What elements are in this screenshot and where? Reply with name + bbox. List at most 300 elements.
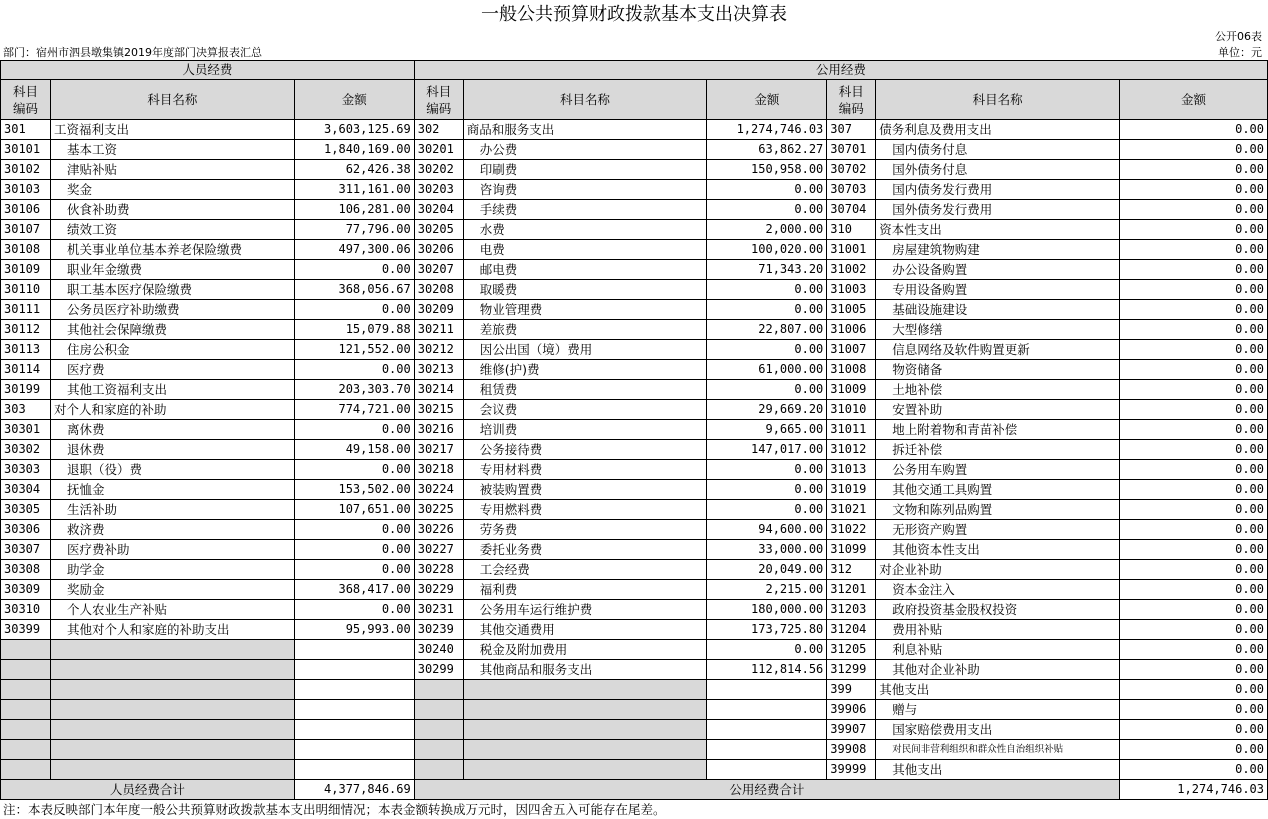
amount-cell: 368,417.00 bbox=[294, 580, 414, 600]
subject-name: 职业年金缴费 bbox=[50, 260, 294, 280]
amount-cell: 77,796.00 bbox=[294, 220, 414, 240]
amount-cell: 106,281.00 bbox=[294, 200, 414, 220]
subject-name: 其他商品和服务支出 bbox=[463, 660, 707, 680]
subject-code: 31011 bbox=[827, 420, 876, 440]
subject-code: 30225 bbox=[414, 500, 463, 520]
subject-code: 39908 bbox=[827, 740, 876, 760]
amount-cell: 368,056.67 bbox=[294, 280, 414, 300]
subject-name: 电费 bbox=[463, 240, 707, 260]
subject-code: 30114 bbox=[1, 360, 51, 380]
subject-code: 30101 bbox=[1, 140, 51, 160]
subject-code: 31299 bbox=[827, 660, 876, 680]
subject-code: 30111 bbox=[1, 300, 51, 320]
subject-name: 土地补偿 bbox=[876, 380, 1120, 400]
amount-cell: 2,215.00 bbox=[707, 580, 827, 600]
amount-header: 金额 bbox=[1120, 80, 1268, 120]
amount-cell: 61,000.00 bbox=[707, 360, 827, 380]
subject-code: 30208 bbox=[414, 280, 463, 300]
subject-code: 30240 bbox=[414, 640, 463, 660]
empty-name-cell bbox=[50, 640, 294, 660]
subject-name: 奖金 bbox=[50, 180, 294, 200]
subject-name: 国外债务付息 bbox=[876, 160, 1120, 180]
subject-name: 办公设备购置 bbox=[876, 260, 1120, 280]
subject-code: 30213 bbox=[414, 360, 463, 380]
subject-name: 物业管理费 bbox=[463, 300, 707, 320]
subject-code: 30399 bbox=[1, 620, 51, 640]
subject-name: 其他对个人和家庭的补助支出 bbox=[50, 620, 294, 640]
amount-cell: 0.00 bbox=[1120, 320, 1268, 340]
subject-code: 30309 bbox=[1, 580, 51, 600]
amount-cell: 0.00 bbox=[1120, 640, 1268, 660]
amount-cell: 0.00 bbox=[1120, 360, 1268, 380]
subject-code: 30231 bbox=[414, 600, 463, 620]
amount-cell: 95,993.00 bbox=[294, 620, 414, 640]
amount-cell: 0.00 bbox=[1120, 720, 1268, 740]
table-body bbox=[1, 61, 1268, 800]
amount-cell: 0.00 bbox=[1120, 760, 1268, 780]
amount-cell: 0.00 bbox=[294, 600, 414, 620]
subject-code: 30215 bbox=[414, 400, 463, 420]
subject-code: 31001 bbox=[827, 240, 876, 260]
subject-name: 伙食补助费 bbox=[50, 200, 294, 220]
table-row bbox=[1, 300, 1268, 320]
subject-name: 对民间非营利组织和群众性自治组织补贴 bbox=[876, 740, 1120, 760]
subject-code: 31003 bbox=[827, 280, 876, 300]
empty-code-cell bbox=[414, 760, 463, 780]
empty-name-cell bbox=[50, 740, 294, 760]
amount-cell: 180,000.00 bbox=[707, 600, 827, 620]
subject-code: 30201 bbox=[414, 140, 463, 160]
public-header: 公用经费 bbox=[414, 61, 1267, 80]
subject-name: 会议费 bbox=[463, 400, 707, 420]
subject-code: 399 bbox=[827, 680, 876, 700]
empty-code-cell bbox=[414, 700, 463, 720]
amount-cell: 0.00 bbox=[1120, 560, 1268, 580]
amount-cell: 0.00 bbox=[1120, 700, 1268, 720]
amount-cell: 0.00 bbox=[1120, 440, 1268, 460]
amount-cell: 0.00 bbox=[1120, 500, 1268, 520]
subject-code: 31201 bbox=[827, 580, 876, 600]
table-row bbox=[1, 620, 1268, 640]
subject-code: 30239 bbox=[414, 620, 463, 640]
subject-code: 310 bbox=[827, 220, 876, 240]
subject-name: 公务员医疗补助缴费 bbox=[50, 300, 294, 320]
subject-code: 301 bbox=[1, 120, 51, 140]
amount-cell: 0.00 bbox=[1120, 200, 1268, 220]
subject-name: 对企业补助 bbox=[876, 560, 1120, 580]
subject-name: 工资福利支出 bbox=[50, 120, 294, 140]
subject-name: 因公出国（境）费用 bbox=[463, 340, 707, 360]
subject-name: 住房公积金 bbox=[50, 340, 294, 360]
table-row bbox=[1, 440, 1268, 460]
amount-cell: 203,303.70 bbox=[294, 380, 414, 400]
amount-cell: 0.00 bbox=[294, 520, 414, 540]
amount-cell: 0.00 bbox=[1120, 380, 1268, 400]
personnel-header: 人员经费 bbox=[1, 61, 415, 80]
table-row bbox=[1, 140, 1268, 160]
subject-name: 维修(护)费 bbox=[463, 360, 707, 380]
amount-cell: 33,000.00 bbox=[707, 540, 827, 560]
empty-amount-cell bbox=[294, 760, 414, 780]
subject-name: 其他资本性支出 bbox=[876, 540, 1120, 560]
subject-code: 30106 bbox=[1, 200, 51, 220]
subject-code: 31002 bbox=[827, 260, 876, 280]
subject-name: 退休费 bbox=[50, 440, 294, 460]
amount-cell: 311,161.00 bbox=[294, 180, 414, 200]
empty-amount-cell bbox=[294, 700, 414, 720]
subject-code: 39907 bbox=[827, 720, 876, 740]
subject-name: 基本工资 bbox=[50, 140, 294, 160]
subject-code: 31204 bbox=[827, 620, 876, 640]
amount-cell: 0.00 bbox=[1120, 140, 1268, 160]
amount-cell: 1,274,746.03 bbox=[707, 120, 827, 140]
subject-name: 赠与 bbox=[876, 700, 1120, 720]
amount-cell: 94,600.00 bbox=[707, 520, 827, 540]
subject-name: 工会经费 bbox=[463, 560, 707, 580]
amount-header: 金额 bbox=[707, 80, 827, 120]
subject-code: 30109 bbox=[1, 260, 51, 280]
empty-code-cell bbox=[1, 720, 51, 740]
subject-code: 30211 bbox=[414, 320, 463, 340]
amount-cell: 0.00 bbox=[1120, 420, 1268, 440]
subject-name: 救济费 bbox=[50, 520, 294, 540]
subject-name: 邮电费 bbox=[463, 260, 707, 280]
public-total-amount: 1,274,746.03 bbox=[1120, 780, 1268, 800]
amount-cell: 153,502.00 bbox=[294, 480, 414, 500]
subject-code: 30229 bbox=[414, 580, 463, 600]
subject-name: 文物和陈列品购置 bbox=[876, 500, 1120, 520]
subject-name: 其他对企业补助 bbox=[876, 660, 1120, 680]
table-row bbox=[1, 660, 1268, 680]
code-header: 科目 编码 bbox=[827, 80, 876, 120]
amount-cell: 71,343.20 bbox=[707, 260, 827, 280]
amount-cell: 0.00 bbox=[1120, 220, 1268, 240]
empty-code-cell bbox=[1, 740, 51, 760]
amount-cell: 49,158.00 bbox=[294, 440, 414, 460]
subject-code: 31022 bbox=[827, 520, 876, 540]
table-row bbox=[1, 600, 1268, 620]
amount-cell: 0.00 bbox=[707, 380, 827, 400]
amount-cell: 150,958.00 bbox=[707, 160, 827, 180]
subject-code: 30102 bbox=[1, 160, 51, 180]
subject-name: 绩效工资 bbox=[50, 220, 294, 240]
amount-cell: 497,300.06 bbox=[294, 240, 414, 260]
subject-code: 30107 bbox=[1, 220, 51, 240]
subject-code: 30307 bbox=[1, 540, 51, 560]
amount-cell: 0.00 bbox=[1120, 620, 1268, 640]
subject-name: 基础设施建设 bbox=[876, 300, 1120, 320]
empty-amount-cell bbox=[707, 740, 827, 760]
subject-name: 安置补助 bbox=[876, 400, 1120, 420]
amount-cell: 63,862.27 bbox=[707, 140, 827, 160]
subject-name: 对个人和家庭的补助 bbox=[50, 400, 294, 420]
subject-code: 30305 bbox=[1, 500, 51, 520]
subject-code: 30299 bbox=[414, 660, 463, 680]
code-header: 科目 编码 bbox=[414, 80, 463, 120]
subject-name: 信息网络及软件购置更新 bbox=[876, 340, 1120, 360]
amount-cell: 0.00 bbox=[294, 360, 414, 380]
empty-name-cell bbox=[463, 680, 707, 700]
subject-name: 政府投资基金股权投资 bbox=[876, 600, 1120, 620]
subject-name: 委托业务费 bbox=[463, 540, 707, 560]
table-row bbox=[1, 740, 1268, 760]
subject-code: 30308 bbox=[1, 560, 51, 580]
subject-code: 30226 bbox=[414, 520, 463, 540]
amount-cell: 774,721.00 bbox=[294, 400, 414, 420]
empty-code-cell bbox=[1, 760, 51, 780]
empty-amount-cell bbox=[294, 720, 414, 740]
amount-cell: 0.00 bbox=[1120, 240, 1268, 260]
table-row bbox=[1, 700, 1268, 720]
department-label: 部门：宿州市泗县墩集镇2019年度部门决算报表汇总 bbox=[3, 46, 262, 59]
subject-code: 39999 bbox=[827, 760, 876, 780]
subject-code: 30108 bbox=[1, 240, 51, 260]
subject-code: 312 bbox=[827, 560, 876, 580]
subject-name: 公务用车购置 bbox=[876, 460, 1120, 480]
subject-name: 印刷费 bbox=[463, 160, 707, 180]
table-row bbox=[1, 380, 1268, 400]
table-row bbox=[1, 180, 1268, 200]
subject-name: 差旅费 bbox=[463, 320, 707, 340]
subject-name: 资本金注入 bbox=[876, 580, 1120, 600]
table-row bbox=[1, 320, 1268, 340]
empty-amount-cell bbox=[294, 660, 414, 680]
amount-cell: 0.00 bbox=[1120, 340, 1268, 360]
amount-cell: 0.00 bbox=[1120, 660, 1268, 680]
amount-cell: 0.00 bbox=[1120, 580, 1268, 600]
subject-name: 咨询费 bbox=[463, 180, 707, 200]
unit-label: 单位：元 bbox=[1218, 46, 1262, 59]
table-row bbox=[1, 280, 1268, 300]
amount-cell: 0.00 bbox=[1120, 260, 1268, 280]
subject-code: 31005 bbox=[827, 300, 876, 320]
subject-code: 30205 bbox=[414, 220, 463, 240]
subject-code: 31007 bbox=[827, 340, 876, 360]
subject-name: 专用燃料费 bbox=[463, 500, 707, 520]
subject-code: 30204 bbox=[414, 200, 463, 220]
amount-cell: 3,603,125.69 bbox=[294, 120, 414, 140]
subject-code: 30199 bbox=[1, 380, 51, 400]
table-row bbox=[1, 120, 1268, 140]
subject-name: 办公费 bbox=[463, 140, 707, 160]
empty-code-cell bbox=[1, 660, 51, 680]
table-row bbox=[1, 220, 1268, 240]
amount-header: 金额 bbox=[294, 80, 414, 120]
empty-name-cell bbox=[463, 740, 707, 760]
empty-amount-cell bbox=[707, 720, 827, 740]
amount-cell: 0.00 bbox=[294, 540, 414, 560]
subject-code: 39906 bbox=[827, 700, 876, 720]
subject-code: 30209 bbox=[414, 300, 463, 320]
subject-name: 国家赔偿费用支出 bbox=[876, 720, 1120, 740]
amount-cell: 20,049.00 bbox=[707, 560, 827, 580]
subject-name: 商品和服务支出 bbox=[463, 120, 707, 140]
subject-name: 租赁费 bbox=[463, 380, 707, 400]
subject-name: 职工基本医疗保险缴费 bbox=[50, 280, 294, 300]
amount-cell: 0.00 bbox=[1120, 160, 1268, 180]
amount-cell: 100,020.00 bbox=[707, 240, 827, 260]
amount-cell: 0.00 bbox=[707, 640, 827, 660]
subject-name: 拆迁补偿 bbox=[876, 440, 1120, 460]
personnel-total-label: 人员经费合计 bbox=[1, 780, 295, 800]
subject-name: 公务用车运行维护费 bbox=[463, 600, 707, 620]
table-row bbox=[1, 720, 1268, 740]
subject-code: 30110 bbox=[1, 280, 51, 300]
subject-code: 30218 bbox=[414, 460, 463, 480]
table-row bbox=[1, 160, 1268, 180]
subject-name: 国内债务发行费用 bbox=[876, 180, 1120, 200]
subject-code: 31021 bbox=[827, 500, 876, 520]
table-row bbox=[1, 560, 1268, 580]
subject-code: 30206 bbox=[414, 240, 463, 260]
personnel-total-amount: 4,377,846.69 bbox=[294, 780, 414, 800]
subject-name: 其他交通工具购置 bbox=[876, 480, 1120, 500]
amount-cell: 62,426.38 bbox=[294, 160, 414, 180]
footnote: 注：本表反映部门本年度一般公共预算财政拨款基本支出明细情况；本表金额转换成万元时，因四舍五入可能存在尾差。 bbox=[3, 802, 666, 817]
subject-code: 30227 bbox=[414, 540, 463, 560]
subject-code: 30216 bbox=[414, 420, 463, 440]
amount-cell: 1,840,169.00 bbox=[294, 140, 414, 160]
public-total-label: 公用经费合计 bbox=[414, 780, 1119, 800]
subject-name: 抚恤金 bbox=[50, 480, 294, 500]
subject-name: 无形资产购置 bbox=[876, 520, 1120, 540]
amount-cell: 0.00 bbox=[1120, 600, 1268, 620]
subject-code: 30301 bbox=[1, 420, 51, 440]
subject-name: 津贴补贴 bbox=[50, 160, 294, 180]
subject-code: 30306 bbox=[1, 520, 51, 540]
table-row bbox=[1, 460, 1268, 480]
subject-name: 被装购置费 bbox=[463, 480, 707, 500]
amount-cell: 0.00 bbox=[1120, 480, 1268, 500]
subject-name: 奖励金 bbox=[50, 580, 294, 600]
amount-cell: 0.00 bbox=[707, 200, 827, 220]
empty-amount-cell bbox=[707, 680, 827, 700]
amount-cell: 0.00 bbox=[1120, 460, 1268, 480]
subject-name: 专用设备购置 bbox=[876, 280, 1120, 300]
table-row bbox=[1, 520, 1268, 540]
subject-code: 31006 bbox=[827, 320, 876, 340]
empty-name-cell bbox=[463, 720, 707, 740]
table-title: 一般公共预算财政拨款基本支出决算表 bbox=[481, 4, 787, 25]
empty-amount-cell bbox=[294, 640, 414, 660]
amount-cell: 0.00 bbox=[294, 300, 414, 320]
empty-name-cell bbox=[50, 760, 294, 780]
empty-name-cell bbox=[463, 700, 707, 720]
subject-code: 30103 bbox=[1, 180, 51, 200]
amount-cell: 0.00 bbox=[294, 460, 414, 480]
table-row bbox=[1, 340, 1268, 360]
subject-name: 大型修缮 bbox=[876, 320, 1120, 340]
empty-code-cell bbox=[1, 700, 51, 720]
amount-cell: 0.00 bbox=[1120, 540, 1268, 560]
subject-name: 机关事业单位基本养老保险缴费 bbox=[50, 240, 294, 260]
subject-name: 退职（役）费 bbox=[50, 460, 294, 480]
amount-cell: 0.00 bbox=[707, 300, 827, 320]
table-row bbox=[1, 580, 1268, 600]
subject-name: 其他支出 bbox=[876, 760, 1120, 780]
table-row bbox=[1, 540, 1268, 560]
name-header: 科目名称 bbox=[463, 80, 707, 120]
subject-code: 31019 bbox=[827, 480, 876, 500]
table-row bbox=[1, 200, 1268, 220]
amount-cell: 0.00 bbox=[1120, 400, 1268, 420]
subject-code: 30203 bbox=[414, 180, 463, 200]
subject-code: 31009 bbox=[827, 380, 876, 400]
subject-name: 地上附着物和青苗补偿 bbox=[876, 420, 1120, 440]
subject-name: 取暖费 bbox=[463, 280, 707, 300]
table-row bbox=[1, 420, 1268, 440]
subject-code: 30303 bbox=[1, 460, 51, 480]
empty-amount-cell bbox=[294, 680, 414, 700]
subject-name: 国内债务付息 bbox=[876, 140, 1120, 160]
amount-cell: 147,017.00 bbox=[707, 440, 827, 460]
subject-name: 资本性支出 bbox=[876, 220, 1120, 240]
subject-name: 手续费 bbox=[463, 200, 707, 220]
subject-code: 30202 bbox=[414, 160, 463, 180]
subject-name: 其他社会保障缴费 bbox=[50, 320, 294, 340]
amount-cell: 0.00 bbox=[707, 460, 827, 480]
subject-code: 30704 bbox=[827, 200, 876, 220]
amount-cell: 0.00 bbox=[707, 280, 827, 300]
table-row bbox=[1, 360, 1268, 380]
empty-code-cell bbox=[414, 740, 463, 760]
amount-cell: 22,807.00 bbox=[707, 320, 827, 340]
subject-code: 31010 bbox=[827, 400, 876, 420]
subject-code: 30304 bbox=[1, 480, 51, 500]
amount-cell: 112,814.56 bbox=[707, 660, 827, 680]
empty-code-cell bbox=[1, 680, 51, 700]
empty-amount-cell bbox=[707, 760, 827, 780]
subject-code: 30703 bbox=[827, 180, 876, 200]
subject-code: 30212 bbox=[414, 340, 463, 360]
subject-name: 其他工资福利支出 bbox=[50, 380, 294, 400]
subject-name: 助学金 bbox=[50, 560, 294, 580]
subject-name: 个人农业生产补贴 bbox=[50, 600, 294, 620]
amount-cell: 0.00 bbox=[1120, 680, 1268, 700]
subject-code: 30701 bbox=[827, 140, 876, 160]
amount-cell: 0.00 bbox=[294, 420, 414, 440]
subject-name: 劳务费 bbox=[463, 520, 707, 540]
empty-name-cell bbox=[50, 660, 294, 680]
subject-name: 水费 bbox=[463, 220, 707, 240]
table-row bbox=[1, 260, 1268, 280]
empty-code-cell bbox=[414, 680, 463, 700]
amount-cell: 0.00 bbox=[1120, 520, 1268, 540]
subject-code: 30302 bbox=[1, 440, 51, 460]
subject-code: 31203 bbox=[827, 600, 876, 620]
empty-amount-cell bbox=[294, 740, 414, 760]
name-header: 科目名称 bbox=[876, 80, 1120, 120]
subject-code: 30217 bbox=[414, 440, 463, 460]
subject-name: 公务接待费 bbox=[463, 440, 707, 460]
subject-name: 医疗费补助 bbox=[50, 540, 294, 560]
subject-name: 房屋建筑物购建 bbox=[876, 240, 1120, 260]
amount-cell: 9,665.00 bbox=[707, 420, 827, 440]
subject-name: 利息补贴 bbox=[876, 640, 1120, 660]
empty-code-cell bbox=[1, 640, 51, 660]
subject-code: 302 bbox=[414, 120, 463, 140]
amount-cell: 0.00 bbox=[294, 560, 414, 580]
subject-code: 307 bbox=[827, 120, 876, 140]
expenditure-table bbox=[0, 60, 1268, 800]
amount-cell: 0.00 bbox=[707, 340, 827, 360]
amount-cell: 121,552.00 bbox=[294, 340, 414, 360]
table-row bbox=[1, 400, 1268, 420]
amount-cell: 173,725.80 bbox=[707, 620, 827, 640]
subject-code: 30310 bbox=[1, 600, 51, 620]
amount-cell: 2,000.00 bbox=[707, 220, 827, 240]
empty-name-cell bbox=[463, 760, 707, 780]
